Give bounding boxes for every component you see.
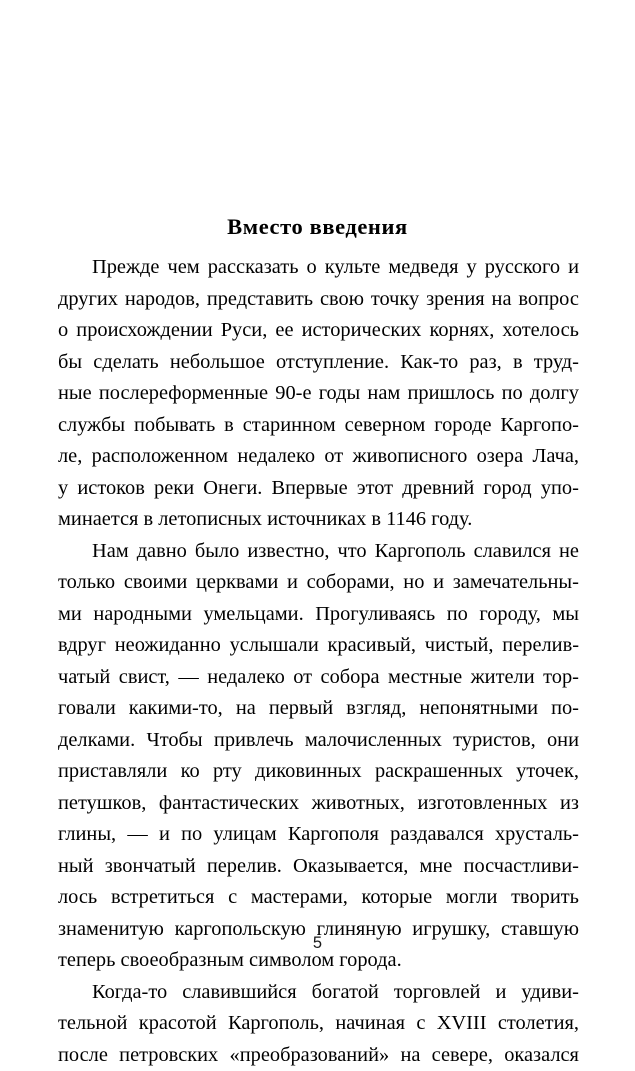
text-line: Нам давно было известно, что Каргополь славился не (58, 536, 579, 568)
text-line: лось встретиться с мастерами, которые могли творить (58, 882, 579, 914)
text-line: о происхождении Руси, ее исторических корнях, хотелось (58, 315, 579, 347)
paragraph (58, 252, 579, 536)
page-title: Вместо введения (0, 213, 635, 241)
paragraph (58, 977, 579, 1071)
text-line: после петровских «преобразований» на севере, оказался (58, 1040, 579, 1071)
text-line: минается в летописных источниках в 1146 году. (58, 504, 579, 536)
paragraph (58, 536, 579, 977)
text-line: ные послереформенные 90-е годы нам пришлось по долгу (58, 378, 579, 410)
text-line: теперь своеобразным символом города. (58, 945, 579, 977)
text-line: вдруг неожиданно услышали красивый, чистый, перелив- (58, 630, 579, 662)
text-line: только своими церквами и соборами, но и замечательны- (58, 567, 579, 599)
text-line: знаменитую каргопольскую глиняную игрушку, ставшую (58, 914, 579, 946)
text-line: приставляли ко рту диковинных раскрашенных уточек, (58, 756, 579, 788)
page-number: 5 (0, 933, 635, 953)
text-line: у истоков реки Онеги. Впервые этот древний город упо- (58, 473, 579, 505)
text-line: Прежде чем рассказать о культе медведя у русского и (58, 252, 579, 284)
text-line: чатый свист, — недалеко от собора местные жители тор- (58, 662, 579, 694)
text-line: службы побывать в старинном северном городе Каргопо- (58, 410, 579, 442)
text-line: бы сделать небольшое отступление. Как-то раз, в труд- (58, 347, 579, 379)
text-line: других народов, представить свою точку зрения на вопрос (58, 284, 579, 316)
text-line: делками. Чтобы привлечь малочисленных туристов, они (58, 725, 579, 757)
text-line: ле, расположенном недалеко от живописного озера Лача, (58, 441, 579, 473)
text-line: тельной красотой Каргополь, начиная с XVIII столетия, (58, 1008, 579, 1040)
text-line: говали какими-то, на первый взгляд, непонятными по- (58, 693, 579, 725)
text-line: глины, — и по улицам Каргополя раздавался хрусталь- (58, 819, 579, 851)
text-line: ми народными умельцами. Прогуливаясь по городу, мы (58, 599, 579, 631)
text-line: ный звончатый перелив. Оказывается, мне посчастливи- (58, 851, 579, 883)
text-line: петушков, фантастических животных, изготовленных из (58, 788, 579, 820)
text-line: Когда-то славившийся богатой торговлей и удиви- (58, 977, 579, 1009)
